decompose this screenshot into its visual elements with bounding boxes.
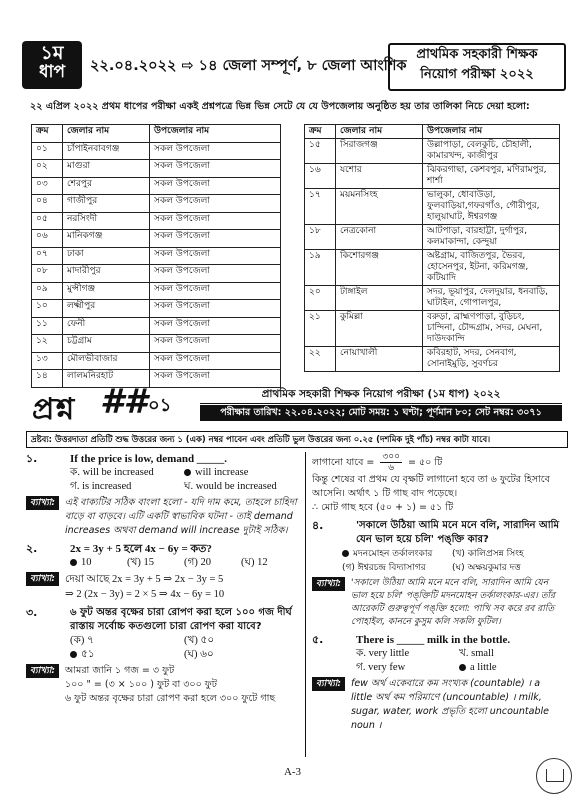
- upazila-cell: ঝিকরগাছা, কেশবপুর, মণিরামপুর, শার্শা: [423, 164, 560, 189]
- table-row: [32, 282, 281, 300]
- serial-cell: ০৩: [32, 177, 63, 195]
- explanation-line: demand increases অথবা demand will increase দুটাই সঠিক।: [64, 511, 293, 536]
- explanation-text: [65, 664, 275, 706]
- option-d: ঘ. would be increased: [184, 481, 277, 492]
- district-table-left: [31, 124, 281, 388]
- question-number: ৪.: [312, 519, 324, 532]
- correct-dot-icon: [184, 469, 191, 476]
- table-row: [32, 230, 281, 248]
- explanation-tag: ব্যাখ্যা:: [312, 677, 345, 691]
- district-cell: ঢাকা: [63, 247, 150, 265]
- upazila-cell: কবিরহাট, সদর, সেনবাগ, সোনাইমুড়ি, সুবর্ণচর: [423, 347, 560, 372]
- upazila-cell: ভালুকা, ধোবাউড়া, ফুলবাড়িয়া,গফরগাঁও, গৌরীপুর, হালুয়াঘাট, ঈশ্বরগঞ্জ: [423, 189, 560, 225]
- explanation-text: [65, 496, 298, 538]
- upazila-cell: সকল উপজেলা: [150, 300, 281, 318]
- upazila-cell: সকল উপজেলা: [150, 160, 281, 178]
- correct-dot-icon: [70, 559, 77, 566]
- fraction: [380, 452, 402, 473]
- question-4: [312, 519, 562, 547]
- question-5-options: [312, 647, 562, 675]
- serial-cell: ০৪: [32, 195, 63, 213]
- option-c: গ. is increased: [70, 481, 132, 492]
- option-d: (ঘ) অক্ষয়কুমার দত্ত: [452, 563, 521, 573]
- option-a-text: 10: [81, 557, 92, 568]
- table-row: [32, 247, 281, 265]
- district-cell: যশোর: [336, 164, 423, 189]
- table-row: [32, 265, 281, 283]
- district-cell: মাদারীপুর: [63, 265, 150, 283]
- option-a: ক. will be increased: [70, 467, 154, 478]
- upazila-cell: আটপাড়া, বারহাট্টা, দুর্গাপুর, কলমাকান্দা, কেন্দুয়া: [423, 225, 560, 250]
- correct-dot-icon: [70, 651, 77, 658]
- upazila-cell: সকল উপজেলা: [150, 177, 281, 195]
- district-cell: লক্ষ্মীপুর: [63, 300, 150, 318]
- option-a: (ক) ৭: [70, 635, 94, 646]
- option-a-text: মদনমোহন তর্কালংকার: [353, 549, 433, 559]
- table-row: [32, 335, 281, 353]
- phase-number: ১ম: [40, 42, 64, 64]
- option-c: (গ) ঈশ্বরচন্দ্র বিদ্যাসাগর: [342, 563, 426, 573]
- upazila-cell: সকল উপজেলা: [150, 230, 281, 248]
- table-row: [305, 139, 560, 164]
- question-set-number: ০১: [148, 395, 172, 416]
- question-5: [312, 633, 562, 647]
- district-cell: কিশোরগঞ্জ: [336, 250, 423, 286]
- option-d: (ঘ) ৬০: [184, 649, 214, 660]
- question-text: ৬ ফুট অন্তর বৃক্ষের চারা রোপণ করা হলে ১০০ গজ দীর্ঘ রাস্তায় সর্বোচ্চ কতগুলো চারা রোপণ করা যাবে?: [70, 607, 292, 632]
- upazila-cell: সকল উপজেলা: [150, 282, 281, 300]
- table-row: [305, 164, 560, 189]
- serial-cell: ০৮: [32, 265, 63, 283]
- serial-cell: ০৫: [32, 212, 63, 230]
- left-table-body: [32, 142, 281, 387]
- serial-cell: ০১: [32, 142, 63, 160]
- upazila-cell: সকল উপজেলা: [150, 265, 281, 283]
- explanation-line: ৬ ফুট অন্তর বৃক্ষের চারা রোপণ করা হলে ৩০০ ফুটে গাছ: [64, 693, 276, 704]
- explanation-3: [26, 664, 298, 706]
- district-cell: টাঙ্গাইল: [336, 286, 423, 311]
- serial-cell: ১০: [32, 300, 63, 318]
- continuation-text: লাগানো যাবে =: [312, 457, 375, 468]
- serial-cell: ১৭: [305, 189, 336, 225]
- hash-mark: ##: [100, 382, 148, 422]
- option-d-correct: [459, 661, 562, 675]
- right-column: [312, 452, 562, 737]
- question-banner-title: প্রাথমিক সহকারী শিক্ষক নিয়োগ পরীক্ষা (১ম ধাপ) ২০২২: [200, 387, 562, 404]
- question-3: [26, 606, 298, 634]
- district-cell: শেরপুর: [63, 177, 150, 195]
- upazila-cell: সকল উপজেলা: [150, 335, 281, 353]
- district-cell: মুন্সীগঞ্জ: [63, 282, 150, 300]
- district-cell: মৌলভীবাজার: [63, 352, 150, 370]
- question-text: There is _____ milk in the bottle.: [356, 634, 511, 646]
- header: [22, 41, 562, 91]
- fraction-numerator: ৩০০: [382, 452, 400, 462]
- question-text: If the price is low, demand _____.: [70, 453, 228, 465]
- district-cell: মাগুরা: [63, 160, 150, 178]
- header-district: জেলার নাম: [63, 125, 150, 143]
- marking-note: দ্রষ্টব্য: উত্তরদাতা প্রতিটি শুদ্ধ উত্তরের জন্য ১ (এক) নম্বর পাবেন এবং প্রতিটি ভুল উত্তরের জন্য ০.২৫ (দশমিক দুই পাঁচ) নম্বর কাটা যাবে।: [26, 431, 568, 448]
- explanation-text: 'সকালে উঠিয়া আমি মনে মনে বলি, সারাদিন আমি যেন ভাল হয়ে চলি' পঙ্‌ক্তিটি মদনমোহন তর্কালংকার-এর। তাঁর আরেকটি গুরুত্বপূর্ণ পঙ্‌ক্তি হলো: পাখি সব করে রব রাতি পোহাইল, কাননে কুসুম কলি সকলি ফুটিল।: [350, 578, 556, 627]
- district-cell: চট্টগ্রাম: [63, 335, 150, 353]
- correct-dot-icon: [342, 550, 349, 557]
- option-a-correct: [70, 556, 127, 570]
- serial-cell: ১২: [32, 335, 63, 353]
- upazila-cell: বরুড়া, ব্রাহ্মণপাড়া, বুড়িচং, চান্দিনা, চৌদ্দগ্রাম, সদর, মেঘনা, দাউদকান্দি: [423, 311, 560, 347]
- option-c: গ. very few: [356, 662, 406, 673]
- serial-cell: ০২: [32, 160, 63, 178]
- serial-cell: ১৫: [305, 139, 336, 164]
- page-number: A-3: [283, 766, 302, 778]
- option-d-text: a little: [470, 662, 497, 673]
- upazila-cell: সকল উপজেলা: [150, 142, 281, 160]
- option-c-text: ৫১: [81, 649, 95, 660]
- exam-title-line-1: প্রাথমিক সহকারী শিক্ষক: [416, 47, 538, 62]
- serial-cell: ০৬: [32, 230, 63, 248]
- question-text: 2x = 3y + 5 হলে 4x − 6y = কত?: [70, 543, 212, 555]
- correct-dot-icon: [459, 664, 466, 671]
- table-row: [32, 317, 281, 335]
- table-row: [32, 300, 281, 318]
- district-cell: নোয়াখালী: [336, 347, 423, 372]
- question-word: প্রশ্ন: [32, 392, 76, 427]
- option-a-correct: [342, 547, 452, 561]
- continuation-text: = ৫০ টি: [408, 457, 443, 468]
- district-cell: চাঁপাইনবাবগঞ্জ: [63, 142, 150, 160]
- question-text: 'সকালে উঠিয়া আমি মনে মনে বলি, সারাদিন আমি যেন ভাল হয়ে চলি' পঙ্‌ক্তি কার?: [356, 520, 560, 545]
- header-upazila: উপজেলার নাম: [423, 125, 560, 139]
- upazila-cell: সকল উপজেলা: [150, 212, 281, 230]
- explanation-line: ১০০ " = (৩ × ১০০ ) ফুট বা ৩০০ ফুট: [64, 679, 217, 690]
- district-cell: কুমিল্লা: [336, 311, 423, 347]
- question-number: ২.: [26, 542, 38, 555]
- upazila-cell: সকল উপজেলা: [150, 352, 281, 370]
- phase-word: ধাপ: [39, 61, 65, 82]
- upazila-cell: সকল উপজেলা: [150, 247, 281, 265]
- explanation-1: [26, 496, 298, 538]
- serial-cell: ১৯: [305, 250, 336, 286]
- question-number: ৩.: [26, 606, 38, 619]
- serial-cell: ১৪: [32, 370, 63, 388]
- phase-badge: [22, 41, 82, 89]
- option-c: (গ) 20: [184, 557, 211, 568]
- table-header-row: [32, 125, 281, 143]
- table-row: [305, 311, 560, 347]
- serial-cell: ১৬: [305, 164, 336, 189]
- district-cell: লালমনিরহাট: [63, 370, 150, 388]
- serial-cell: ১১: [32, 317, 63, 335]
- publisher-logo-icon: [536, 758, 572, 794]
- fraction-denominator: ৬: [388, 463, 395, 473]
- explanation-tag: ব্যাখ্যা:: [26, 572, 59, 586]
- table-row: [32, 160, 281, 178]
- question-number: ১.: [26, 452, 38, 465]
- district-table-right: [304, 124, 560, 372]
- upazila-cell: সকল উপজেলা: [150, 370, 281, 388]
- option-b: খ. small: [459, 648, 494, 659]
- explanation-text: few অর্থ একেবারে কম সংখ্যক (countable) । a little অর্থ কম পরিমাণে (uncountable) । milk, sugar, water, work প্রভৃতি হলো uncountable noun ।: [350, 678, 549, 731]
- right-table-body: [305, 139, 560, 372]
- explanation-line: এই বাক্যটির সঠিক বাংলা হলো - যদি দাম কমে, তাহলে চাহিদা বাড়ে বা বাড়বে। এটি একটি স্বাভাবিক ঘটনা - তাই: [64, 497, 297, 522]
- header-serial: ক্রম: [32, 125, 63, 143]
- option-a: ক. very little: [356, 648, 410, 659]
- table-row: [305, 250, 560, 286]
- serial-cell: ২২: [305, 347, 336, 372]
- table-row: [32, 177, 281, 195]
- district-cell: ময়মনসিংহ: [336, 189, 423, 225]
- left-column: [26, 452, 298, 710]
- question-1: [26, 452, 298, 466]
- table-row: [305, 189, 560, 225]
- district-cell: নরসিংদী: [63, 212, 150, 230]
- district-cell: সিরাজগঞ্জ: [336, 139, 423, 164]
- district-cell: নেত্রকোনা: [336, 225, 423, 250]
- serial-cell: ২০: [305, 286, 336, 311]
- option-b-text: will increase: [195, 467, 249, 478]
- option-b: (খ) কালিপ্রসন্ন সিংহ: [452, 549, 524, 559]
- explanation-tag: ব্যাখ্যা:: [26, 496, 59, 510]
- question-banner: [22, 382, 562, 427]
- date-line: ২২.০৪.২০২২ ⇨ ১৪ জেলা সম্পূর্ণ, ৮ জেলা আংশিক: [90, 58, 407, 74]
- header-serial: ক্রম: [305, 125, 336, 139]
- q3-continuation-3: ∴ মোট গাছ হবে (৫০ + ১) = ৫১ টি: [312, 502, 454, 513]
- table-row: [32, 212, 281, 230]
- table-header-row: [305, 125, 560, 139]
- serial-cell: ১৩: [32, 352, 63, 370]
- header-district: জেলার নাম: [336, 125, 423, 139]
- upazila-cell: অষ্টগ্রাম, বাজিতপুর, ভৈরব, হোসেনপুর, ইটনা, করিমগঞ্জ, কটিয়াদি: [423, 250, 560, 286]
- upazila-cell: সকল উপজেলা: [150, 317, 281, 335]
- upazila-cell: সকল উপজেলা: [150, 195, 281, 213]
- serial-cell: ১৮: [305, 225, 336, 250]
- explanation-line: দেয়া আছে 2x = 3y + 5 ⇒ 2x − 3y = 5: [64, 574, 224, 585]
- option-b-correct: [184, 466, 298, 480]
- table-row: [305, 286, 560, 311]
- explanation-line: আমরা জানি ১ গজ = ৩ ফুট: [64, 665, 175, 676]
- question-4-options: [312, 547, 562, 575]
- option-b: (খ) ৫০: [184, 635, 215, 646]
- question-2-options: [26, 556, 298, 570]
- exam-title-box: [388, 43, 566, 91]
- table-row: [32, 195, 281, 213]
- district-cell: গাজীপুর: [63, 195, 150, 213]
- explanation-tag: ব্যাখ্যা:: [312, 577, 345, 591]
- explanation-5: [312, 677, 562, 733]
- explanation-4: [312, 577, 562, 629]
- question-3-options: [26, 634, 298, 662]
- district-cell: মানিকগঞ্জ: [63, 230, 150, 248]
- header-upazila: উপজেলার নাম: [150, 125, 281, 143]
- q3-continuation-2: কিন্তু শেষের বা প্রথম যে বৃক্ষটি লাগানো হবে তা ৬ ফুটের হিসাবে আসেনি। অর্থাৎ ১ টি গাছ বাদ পড়েছে।: [312, 474, 550, 499]
- explanation-text: [65, 572, 224, 602]
- option-c-correct: [70, 648, 184, 662]
- table-row: [305, 347, 560, 372]
- upazila-cell: উল্লাপাড়া, বেলকুচি, চৌহালী, কামারখন্দ, কাজীপুর: [423, 139, 560, 164]
- question-number: ৫.: [312, 633, 324, 646]
- column-divider: [305, 452, 306, 757]
- exam-title-line-2: নিয়োগ পরীক্ষা ২০২২: [420, 67, 534, 82]
- district-cell: ফেনী: [63, 317, 150, 335]
- explanation-line: ⇒ 2 (2x − 3y) = 2 × 5 ⇒ 4x − 6y = 10: [64, 589, 225, 600]
- option-b: (খ) 15: [127, 557, 155, 568]
- question-2: [26, 542, 298, 556]
- intro-text: ২২ এপ্রিল ২০২২ প্রথম ধাপের পরীক্ষা একই প্রশ্নপত্রে ভিন্ন ভিন্ন সেটে যে যে উপজেলায় অনুষ্ঠিত হয় তার তালিকা নিচে দেয়া হলো:: [30, 101, 530, 112]
- table-row: [32, 352, 281, 370]
- question-banner-subtitle: পরীক্ষার তারিখ: ২২.০৪.২০২২; মোট সময়: ১ ঘণ্টা; পূর্ণমান ৮০; সেট নম্বর: ৩০৭১: [200, 405, 562, 421]
- serial-cell: ০৯: [32, 282, 63, 300]
- option-d: (ঘ) 12: [241, 557, 268, 568]
- table-row: [305, 225, 560, 250]
- q3-continuation: [312, 452, 562, 473]
- explanation-tag: ব্যাখ্যা:: [26, 664, 59, 678]
- explanation-2: [26, 572, 298, 602]
- serial-cell: ০৭: [32, 247, 63, 265]
- question-1-options: [26, 466, 298, 494]
- upazila-cell: সদর, ভূয়াপুর, দেলদুয়ার, ধনবাড়ি, ঘাটাইল, গোপালপুর,: [423, 286, 560, 311]
- serial-cell: ২১: [305, 311, 336, 347]
- table-row: [32, 142, 281, 160]
